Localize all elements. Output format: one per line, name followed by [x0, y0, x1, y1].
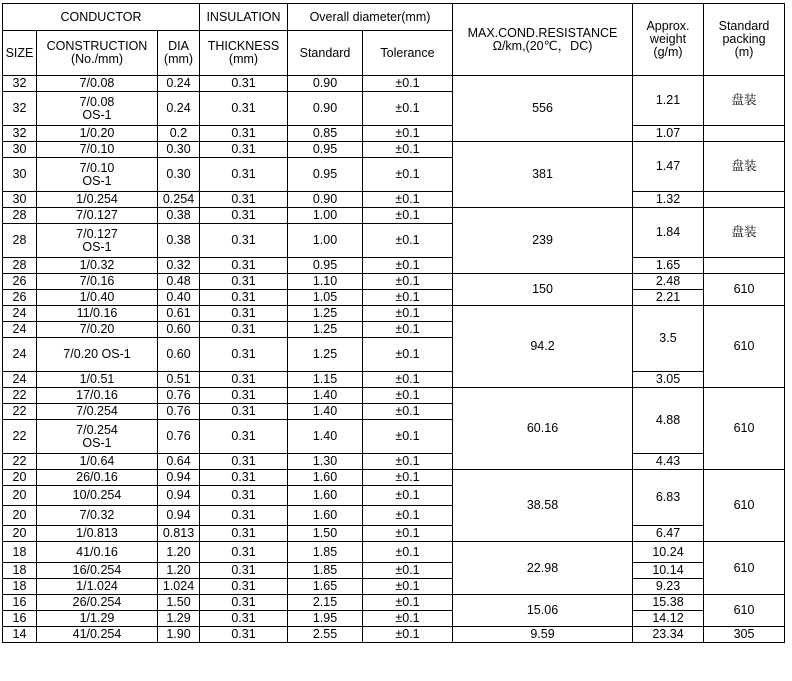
cell-dia: 0.32 [158, 258, 200, 274]
cell-weight: 1.65 [633, 258, 704, 274]
cell-weight: 3.05 [633, 372, 704, 388]
header-conductor: CONDUCTOR [3, 4, 200, 31]
cell-thickness: 0.31 [200, 486, 288, 506]
cell-standard: 1.30 [288, 454, 363, 470]
cell-standard: 1.25 [288, 322, 363, 338]
cell-packing: 610 [704, 306, 785, 388]
cell-thickness: 0.31 [200, 611, 288, 627]
cell-packing-empty [704, 126, 785, 142]
cell-tolerance: ±0.1 [363, 192, 453, 208]
cell-size: 14 [3, 627, 37, 643]
cell-size: 20 [3, 470, 37, 486]
cell-size: 26 [3, 274, 37, 290]
table-row [3, 290, 785, 306]
cell-thickness: 0.31 [200, 595, 288, 611]
cell-dia: 0.38 [158, 208, 200, 224]
cell-packing: 610 [704, 274, 785, 306]
cell-packing: 盘装 [704, 208, 785, 258]
cell-dia: 0.60 [158, 338, 200, 372]
cell-thickness: 0.31 [200, 404, 288, 420]
cell-weight: 2.21 [633, 290, 704, 306]
cell-tolerance: ±0.1 [363, 142, 453, 158]
table-row [3, 595, 785, 611]
cell-construction: 7/0.254 OS-1 [37, 420, 158, 454]
cell-size: 28 [3, 208, 37, 224]
cell-standard: 2.15 [288, 595, 363, 611]
cell-dia: 0.30 [158, 158, 200, 192]
cell-size: 22 [3, 454, 37, 470]
cell-size: 22 [3, 404, 37, 420]
cell-construction: 7/0.08 OS-1 [37, 92, 158, 126]
cell-thickness: 0.31 [200, 470, 288, 486]
cell-standard: 1.60 [288, 506, 363, 526]
cell-dia: 1.50 [158, 595, 200, 611]
cell-dia: 0.40 [158, 290, 200, 306]
cell-standard: 0.90 [288, 192, 363, 208]
table-row [3, 627, 785, 643]
cell-dia: 0.30 [158, 142, 200, 158]
cell-standard: 0.90 [288, 92, 363, 126]
cell-construction: 1/0.813 [37, 526, 158, 542]
cell-construction: 16/0.254 [37, 563, 158, 579]
cell-construction: 26/0.16 [37, 470, 158, 486]
cell-construction: 10/0.254 [37, 486, 158, 506]
cell-size: 18 [3, 563, 37, 579]
cell-tolerance: ±0.1 [363, 224, 453, 258]
cell-size: 24 [3, 372, 37, 388]
cell-standard: 1.65 [288, 579, 363, 595]
cell-thickness: 0.31 [200, 579, 288, 595]
cell-construction: 7/0.254 [37, 404, 158, 420]
cell-tolerance: ±0.1 [363, 274, 453, 290]
cell-standard: 1.10 [288, 274, 363, 290]
table-row [3, 372, 785, 388]
cell-packing-empty [704, 192, 785, 208]
table-row [3, 126, 785, 142]
cell-size: 20 [3, 486, 37, 506]
cell-standard: 0.95 [288, 258, 363, 274]
header-thickness: THICKNESS (mm) [200, 31, 288, 76]
cell-construction: 1/0.254 [37, 192, 158, 208]
cell-standard: 1.95 [288, 611, 363, 627]
cell-standard: 1.00 [288, 224, 363, 258]
cell-standard: 0.85 [288, 126, 363, 142]
cell-construction: 7/0.20 [37, 322, 158, 338]
cell-weight: 6.47 [633, 526, 704, 542]
cell-thickness: 0.31 [200, 306, 288, 322]
cable-spec-table [2, 3, 785, 643]
cell-construction: 7/0.127 [37, 208, 158, 224]
cell-weight: 10.14 [633, 563, 704, 579]
cell-thickness: 0.31 [200, 126, 288, 142]
cell-dia: 0.2 [158, 126, 200, 142]
cell-standard: 1.00 [288, 208, 363, 224]
cell-tolerance: ±0.1 [363, 579, 453, 595]
table-row [3, 208, 785, 224]
table-row [3, 454, 785, 470]
cell-construction: 7/0.10 [37, 142, 158, 158]
cell-thickness: 0.31 [200, 208, 288, 224]
cell-standard: 1.15 [288, 372, 363, 388]
cell-dia: 0.94 [158, 470, 200, 486]
cell-tolerance: ±0.1 [363, 526, 453, 542]
table-row [3, 563, 785, 579]
cell-tolerance: ±0.1 [363, 404, 453, 420]
cell-tolerance: ±0.1 [363, 563, 453, 579]
cell-dia: 0.38 [158, 224, 200, 258]
cell-tolerance: ±0.1 [363, 290, 453, 306]
cell-thickness: 0.31 [200, 388, 288, 404]
cell-size: 28 [3, 224, 37, 258]
cell-tolerance: ±0.1 [363, 627, 453, 643]
header-overall-diameter: Overall diameter(mm) [288, 4, 453, 31]
cell-packing: 305 [704, 627, 785, 643]
cell-thickness: 0.31 [200, 526, 288, 542]
cell-construction: 7/0.08 [37, 76, 158, 92]
cell-dia: 1.024 [158, 579, 200, 595]
cell-standard: 1.50 [288, 526, 363, 542]
cell-resistance: 556 [453, 76, 633, 142]
header-weight: Approx. weight (g/m) [633, 4, 704, 76]
cell-size: 30 [3, 158, 37, 192]
cell-tolerance: ±0.1 [363, 595, 453, 611]
cell-size: 18 [3, 579, 37, 595]
cell-construction: 41/0.16 [37, 542, 158, 563]
cell-dia: 0.60 [158, 322, 200, 338]
cell-resistance: 94.2 [453, 306, 633, 388]
cell-thickness: 0.31 [200, 274, 288, 290]
cell-dia: 1.90 [158, 627, 200, 643]
cell-construction: 1/0.64 [37, 454, 158, 470]
header-size: SIZE [3, 31, 37, 76]
cell-weight: 1.32 [633, 192, 704, 208]
cell-packing: 610 [704, 542, 785, 595]
cell-construction: 41/0.254 [37, 627, 158, 643]
table-row [3, 388, 785, 404]
cell-dia: 0.76 [158, 388, 200, 404]
cell-standard: 0.90 [288, 76, 363, 92]
cell-thickness: 0.31 [200, 322, 288, 338]
cell-size: 24 [3, 306, 37, 322]
cell-tolerance: ±0.1 [363, 306, 453, 322]
cell-thickness: 0.31 [200, 454, 288, 470]
cell-construction: 17/0.16 [37, 388, 158, 404]
cell-thickness: 0.31 [200, 192, 288, 208]
cell-packing-empty [704, 258, 785, 274]
cell-construction: 7/0.16 [37, 274, 158, 290]
cell-weight: 1.84 [633, 208, 704, 258]
cell-tolerance: ±0.1 [363, 158, 453, 192]
cell-standard: 1.60 [288, 470, 363, 486]
cell-standard: 1.25 [288, 306, 363, 322]
cell-resistance: 60.16 [453, 388, 633, 470]
cell-tolerance: ±0.1 [363, 92, 453, 126]
cell-construction: 1/1.29 [37, 611, 158, 627]
header-construction: CONSTRUCTION (No./mm) [37, 31, 158, 76]
cell-size: 32 [3, 126, 37, 142]
cell-dia: 0.254 [158, 192, 200, 208]
cell-construction: 1/0.40 [37, 290, 158, 306]
header-tolerance: Tolerance [363, 31, 453, 76]
cell-tolerance: ±0.1 [363, 611, 453, 627]
table-row [3, 258, 785, 274]
cell-dia: 0.24 [158, 92, 200, 126]
cell-tolerance: ±0.1 [363, 470, 453, 486]
cell-weight: 4.88 [633, 388, 704, 454]
cell-tolerance: ±0.1 [363, 322, 453, 338]
table-row [3, 611, 785, 627]
cell-resistance: 9.59 [453, 627, 633, 643]
table-row [3, 142, 785, 158]
cell-thickness: 0.31 [200, 76, 288, 92]
cell-tolerance: ±0.1 [363, 126, 453, 142]
cell-size: 22 [3, 388, 37, 404]
cell-construction: 1/0.20 [37, 126, 158, 142]
cell-standard: 1.40 [288, 420, 363, 454]
cell-resistance: 150 [453, 274, 633, 306]
cell-size: 20 [3, 526, 37, 542]
table-row [3, 192, 785, 208]
cell-size: 20 [3, 506, 37, 526]
cell-size: 22 [3, 420, 37, 454]
cell-standard: 1.85 [288, 563, 363, 579]
table-row [3, 306, 785, 322]
cell-thickness: 0.31 [200, 290, 288, 306]
cell-weight: 9.23 [633, 579, 704, 595]
cell-weight: 4.43 [633, 454, 704, 470]
cell-dia: 0.76 [158, 420, 200, 454]
cell-weight: 14.12 [633, 611, 704, 627]
cell-thickness: 0.31 [200, 92, 288, 126]
cell-dia: 0.813 [158, 526, 200, 542]
cell-weight: 1.07 [633, 126, 704, 142]
cell-packing: 盘装 [704, 142, 785, 192]
cell-tolerance: ±0.1 [363, 338, 453, 372]
cell-weight: 23.34 [633, 627, 704, 643]
cell-size: 18 [3, 542, 37, 563]
cell-thickness: 0.31 [200, 420, 288, 454]
cell-size: 16 [3, 595, 37, 611]
cell-dia: 0.94 [158, 506, 200, 526]
cell-construction: 26/0.254 [37, 595, 158, 611]
cell-weight: 2.48 [633, 274, 704, 290]
table-row [3, 526, 785, 542]
cell-thickness: 0.31 [200, 338, 288, 372]
cell-weight: 15.38 [633, 595, 704, 611]
table-row [3, 274, 785, 290]
table-row [3, 470, 785, 486]
cell-thickness: 0.31 [200, 158, 288, 192]
cell-dia: 0.51 [158, 372, 200, 388]
cell-resistance: 38.58 [453, 470, 633, 542]
cell-construction: 7/0.32 [37, 506, 158, 526]
cell-size: 30 [3, 192, 37, 208]
cell-size: 24 [3, 338, 37, 372]
header-packing: Standard packing (m) [704, 4, 785, 76]
cell-weight: 10.24 [633, 542, 704, 563]
cell-size: 32 [3, 76, 37, 92]
header-max-resistance: MAX.COND.RESISTANCE Ω/km,(20℃，DC) [453, 4, 633, 76]
cell-tolerance: ±0.1 [363, 258, 453, 274]
cell-resistance: 22.98 [453, 542, 633, 595]
cell-size: 24 [3, 322, 37, 338]
cell-construction: 7/0.10 OS-1 [37, 158, 158, 192]
cell-tolerance: ±0.1 [363, 486, 453, 506]
cell-packing: 盘装 [704, 76, 785, 126]
cell-thickness: 0.31 [200, 563, 288, 579]
header-standard: Standard [288, 31, 363, 76]
table-row [3, 542, 785, 563]
table-row [3, 76, 785, 92]
cell-standard: 2.55 [288, 627, 363, 643]
cell-standard: 1.05 [288, 290, 363, 306]
cell-size: 32 [3, 92, 37, 126]
cell-construction: 1/0.51 [37, 372, 158, 388]
cell-dia: 1.20 [158, 542, 200, 563]
cell-tolerance: ±0.1 [363, 372, 453, 388]
cell-resistance: 239 [453, 208, 633, 274]
cell-dia: 0.94 [158, 486, 200, 506]
cell-dia: 0.64 [158, 454, 200, 470]
cell-packing: 610 [704, 388, 785, 470]
cell-tolerance: ±0.1 [363, 208, 453, 224]
cell-weight: 3.5 [633, 306, 704, 372]
cell-tolerance: ±0.1 [363, 388, 453, 404]
cell-packing: 610 [704, 470, 785, 542]
cell-thickness: 0.31 [200, 142, 288, 158]
cell-size: 26 [3, 290, 37, 306]
cell-construction: 1/0.32 [37, 258, 158, 274]
cell-size: 28 [3, 258, 37, 274]
cell-weight: 6.83 [633, 470, 704, 526]
cell-tolerance: ±0.1 [363, 454, 453, 470]
cell-dia: 1.29 [158, 611, 200, 627]
cell-tolerance: ±0.1 [363, 420, 453, 454]
cell-thickness: 0.31 [200, 372, 288, 388]
cell-dia: 0.61 [158, 306, 200, 322]
cell-standard: 0.95 [288, 142, 363, 158]
cell-standard: 1.40 [288, 388, 363, 404]
cell-thickness: 0.31 [200, 224, 288, 258]
cell-dia: 0.48 [158, 274, 200, 290]
cell-dia: 0.76 [158, 404, 200, 420]
cell-resistance: 381 [453, 142, 633, 208]
cell-tolerance: ±0.1 [363, 76, 453, 92]
cell-weight: 1.21 [633, 76, 704, 126]
cell-thickness: 0.31 [200, 542, 288, 563]
header-insulation: INSULATION [200, 4, 288, 31]
cell-construction: 7/0.20 OS-1 [37, 338, 158, 372]
cell-tolerance: ±0.1 [363, 542, 453, 563]
cell-standard: 1.60 [288, 486, 363, 506]
cell-standard: 1.85 [288, 542, 363, 563]
cell-construction: 11/0.16 [37, 306, 158, 322]
cell-resistance: 15.06 [453, 595, 633, 627]
cell-size: 16 [3, 611, 37, 627]
table-row [3, 579, 785, 595]
cell-dia: 1.20 [158, 563, 200, 579]
cell-dia: 0.24 [158, 76, 200, 92]
cell-standard: 1.40 [288, 404, 363, 420]
header-dia: DIA (mm) [158, 31, 200, 76]
cell-construction: 7/0.127 OS-1 [37, 224, 158, 258]
cell-size: 30 [3, 142, 37, 158]
cell-tolerance: ±0.1 [363, 506, 453, 526]
cell-packing: 610 [704, 595, 785, 627]
cell-weight: 1.47 [633, 142, 704, 192]
cell-thickness: 0.31 [200, 627, 288, 643]
cell-standard: 0.95 [288, 158, 363, 192]
cell-thickness: 0.31 [200, 258, 288, 274]
cell-standard: 1.25 [288, 338, 363, 372]
cell-thickness: 0.31 [200, 506, 288, 526]
cell-construction: 1/1.024 [37, 579, 158, 595]
